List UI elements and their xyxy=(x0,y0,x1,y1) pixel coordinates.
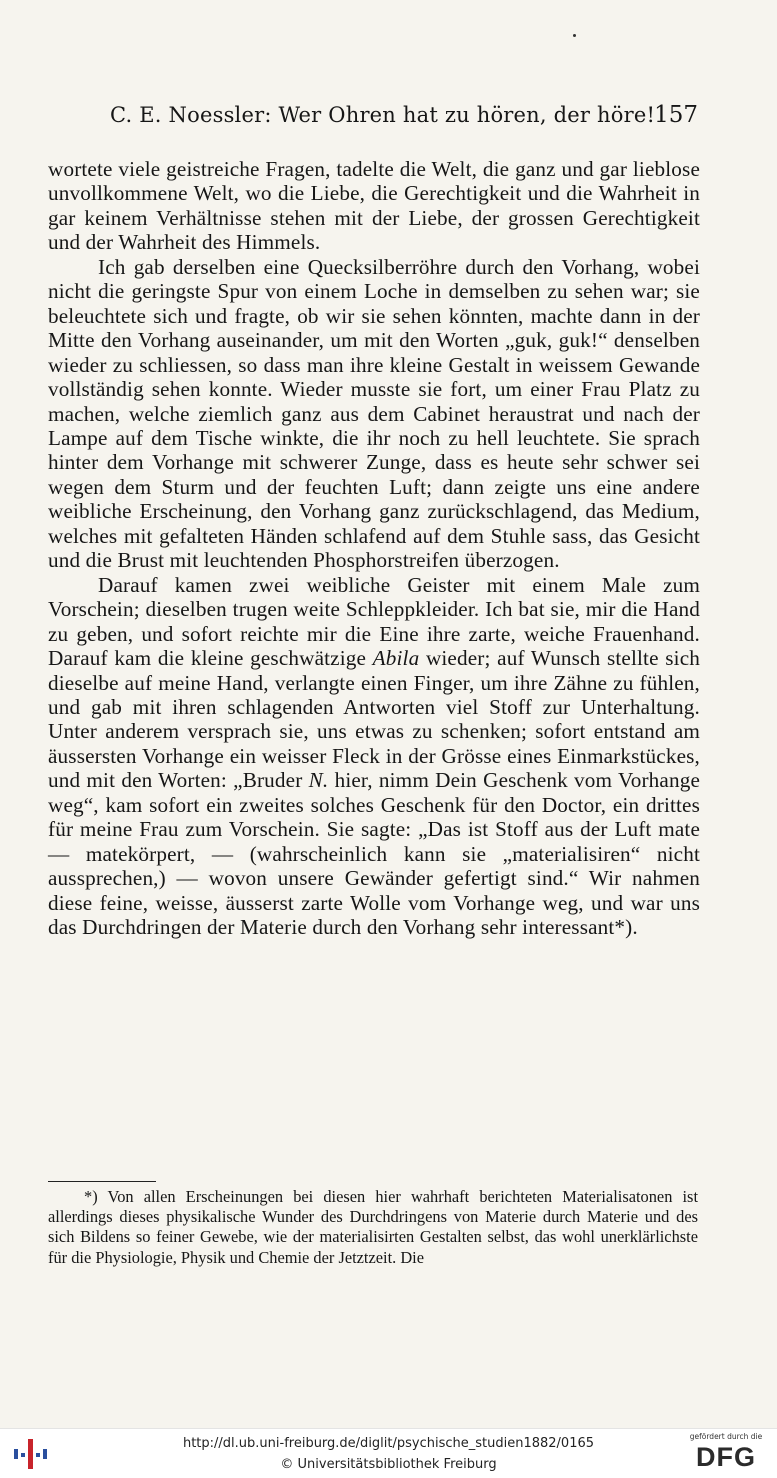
footnote-rule xyxy=(48,1181,156,1182)
paragraph-3 xyxy=(48,573,700,940)
copyright-notice: © Universitätsbibliothek Freiburg xyxy=(280,1457,497,1472)
viewer-footer xyxy=(0,1428,777,1478)
body-text xyxy=(48,157,700,940)
paragraph-2: Ich gab derselben eine Quecksilberröhre durch den Vorhang, wobei nicht die geringste Spur von einem Loche in demselben zu sehen war; sie beleuchtete sich und fragte, ob wir sie sehen könnten, machte dann in der Mitte den Vorhang auseinander, um mit den Worten „guk, guk!“ denselben wieder zu schliessen, so dass man ihre kleine Gestalt in weissem Gewande vollständig sehen konnte. Wieder musste sie fort, um einer Frau Platz zu machen, welche ziemlich ganz aus dem Cabinet heraustrat und nach der Lampe auf dem Tische winkte, die ihr noch zu hell leuchtete. Sie sprach hinter dem Vorhange mit schwerer Zunge, dass es heute sehr schwer sei wegen dem Sturm und der feuchten Luft; dann zeigte uns eine andere weibliche Erscheinung, den Vorhang ganz zurückschlagend, das Medium, welches mit gefalteten Händen schlafend auf dem Stuhle sass, das Gesicht und die Brust mit leuchtenden Phosphorstreifen überzogen. xyxy=(48,254,700,573)
footnote xyxy=(48,1187,698,1268)
dfg-wordmark: DFG xyxy=(696,1442,756,1472)
paragraph-3-part-a: Darauf kamen zwei weibliche Geister mit einem Male zum Vorschein; dieselben trugen weite Schleppkleider. Ich bat sie, mir die Hand zu geben, und sofort reichte mir die Eine ihre zarte, weiche Frauenhand. Darauf kam die kleine geschwätzige xyxy=(48,572,700,671)
page-number: 157 xyxy=(654,102,698,128)
paragraph-3-part-b: wieder; auf Wunsch stellte sich dieselbe auf meine Hand, verlangte einen Finger, um ihre Zähne zu fühlen, und gab mit ihren schlagenden Antworten viel Stoff zur Unterhaltung. Unter anderem versprach sie, uns etwas zu schenken; sofort entstand am äussersten Vorhange ein weisser Fleck in der Grösse eines Einmarkstückes, und mit den Worten: „Bruder xyxy=(48,646,700,793)
name-abila: Abila xyxy=(372,646,420,671)
paragraph-3-part-c: hier, nimm Dein Geschenk vom Vorhange weg“, kam sofort ein zweites solches Geschenk für den Doctor, ein drittes für meine Frau zum Vorschein. Sie sagte: „Das ist Stoff aus der Luft mate — matekörpert, — (wahrscheinlich kann sie „materialisiren“ nicht aussprechen,) — wovon unsere Gewänder gefertigt sind.“ Wir nahmen diese feine, weisse, äusserst zarte Wolle vom Vorhange weg, und war uns das Durchdringen der Materie durch den Vorhang sehr interessant*). xyxy=(48,768,700,940)
footnote-text: *) Von allen Erscheinungen bei diesen hier wahrhaft berichteten Materialisatonen ist allerdings dieses physikalische Wunder des Durchdringens von Materie durch Materie und des sich Bildens so feiner Gewebe, wie der materialisirten Gestalten selbst, das wohl unerklärlichste für die Physiologie, Physik und Chemie der Jetztzeit. Die xyxy=(48,1187,698,1267)
paragraph-1: wortete viele geistreiche Fragen, tadelte die Welt, die ganz und gar lieblose unvollkommene Welt, wo die Liebe, die Gerechtigkeit und die Wahrheit in gar keinem Verhältnisse stehen mit der Liebe, der grossen Gerechtigkeit und der Wahrheit des Himmels. xyxy=(48,157,700,255)
dfg-logo xyxy=(685,1432,767,1476)
speck xyxy=(573,34,576,37)
dfg-funded-by: gefördert durch die xyxy=(689,1432,763,1441)
source-url-link[interactable]: http://dl.ub.uni-freiburg.de/diglit/psychische_studien1882/0165 xyxy=(182,1436,595,1451)
name-n: N. xyxy=(308,768,329,793)
running-head xyxy=(48,100,698,130)
running-title: C. E. Noessler: Wer Ohren hat zu hören, der höre! xyxy=(110,103,656,127)
